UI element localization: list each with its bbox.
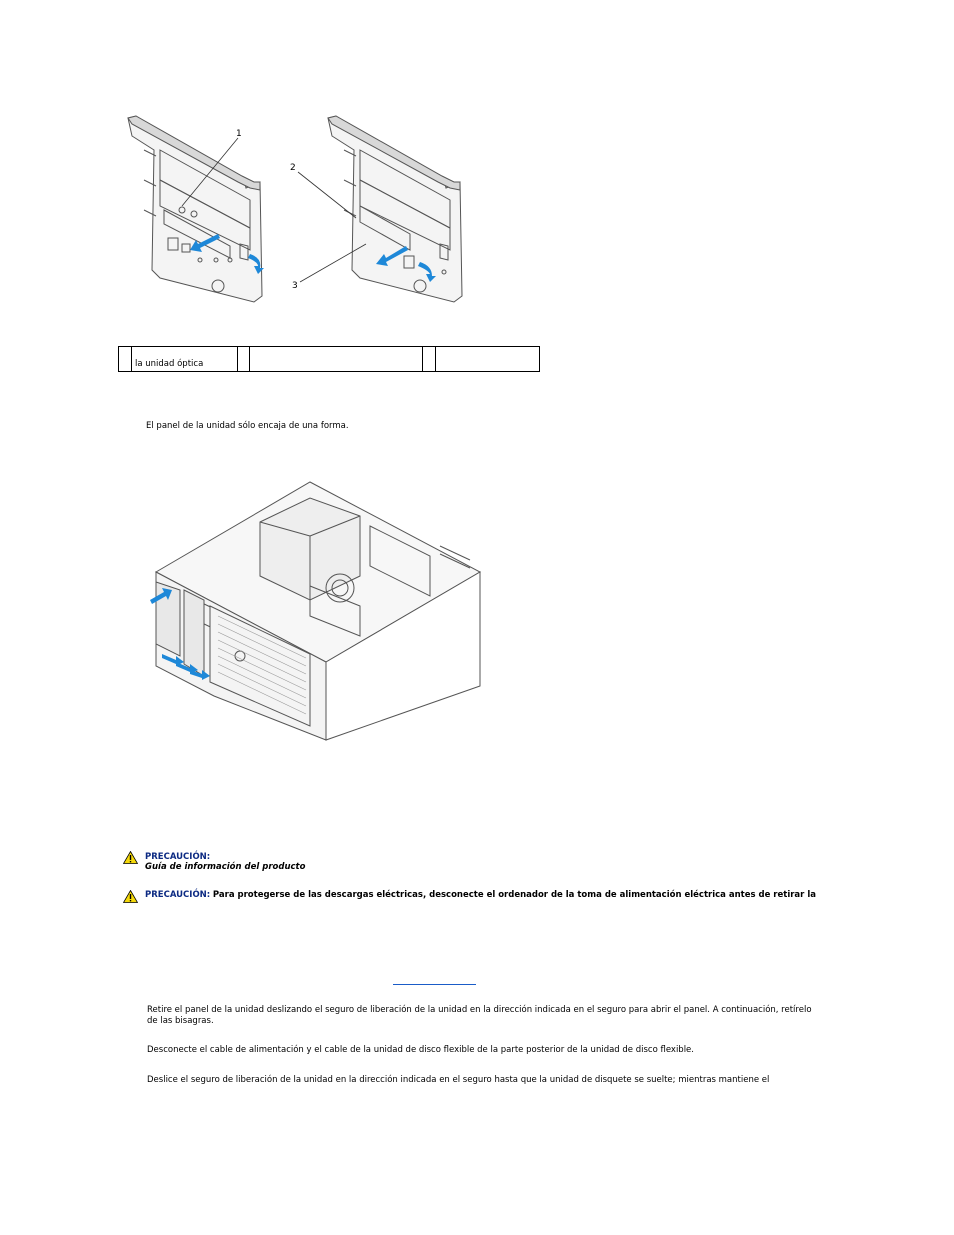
table-cell: [119, 347, 132, 372]
drive-panel-figure: [120, 110, 470, 310]
step-3: Deslice el seguro de liberación de la unidad en la dirección indicada en el seguro hasta que la unidad de disquete se suelte; mientras mantiene el: [147, 1075, 770, 1085]
warning-icon: [123, 890, 138, 903]
table-row: [119, 347, 540, 372]
callout-line-2: [298, 172, 356, 218]
caution-1-body: Guía de información del producto: [145, 862, 306, 872]
table-cell: [238, 347, 250, 372]
drive-panel-right: [328, 116, 462, 302]
step-2: Desconecte el cable de alimentación y el cable de la unidad de disco flexible de la parte posterior de la unidad de disco flexible.: [147, 1045, 694, 1055]
table-cell: [250, 347, 423, 372]
link-underline[interactable]: [393, 984, 476, 985]
table-cell: la unidad óptica: [132, 347, 238, 372]
caution-1-label: PRECAUCIÓN:: [145, 852, 211, 862]
note-text: El panel de la unidad sólo encaja de una forma.: [146, 421, 349, 431]
callout-3: 3: [292, 281, 298, 291]
caution-2-body: Para protegerse de las descargas eléctricas, desconecte el ordenador de la toma de alimentación eléctrica antes de retirar la: [212, 890, 816, 900]
table-cell: [423, 347, 436, 372]
callout-1: 1: [236, 129, 242, 139]
step-1: Retire el panel de la unidad deslizando el seguro de liberación de la unidad en la dirección indicada en el seguro para abrir el panel. A continuación, retírelo de las bisagras.: [147, 1005, 812, 1026]
table-cell: [436, 347, 540, 372]
chassis-figure: [140, 476, 490, 746]
warning-icon: [123, 851, 138, 864]
caution-2-label: PRECAUCIÓN:: [145, 890, 211, 900]
drive-panel-left: [128, 116, 262, 302]
caution-2: [145, 890, 816, 901]
callout-2: 2: [290, 163, 296, 173]
parts-table: [118, 346, 540, 372]
